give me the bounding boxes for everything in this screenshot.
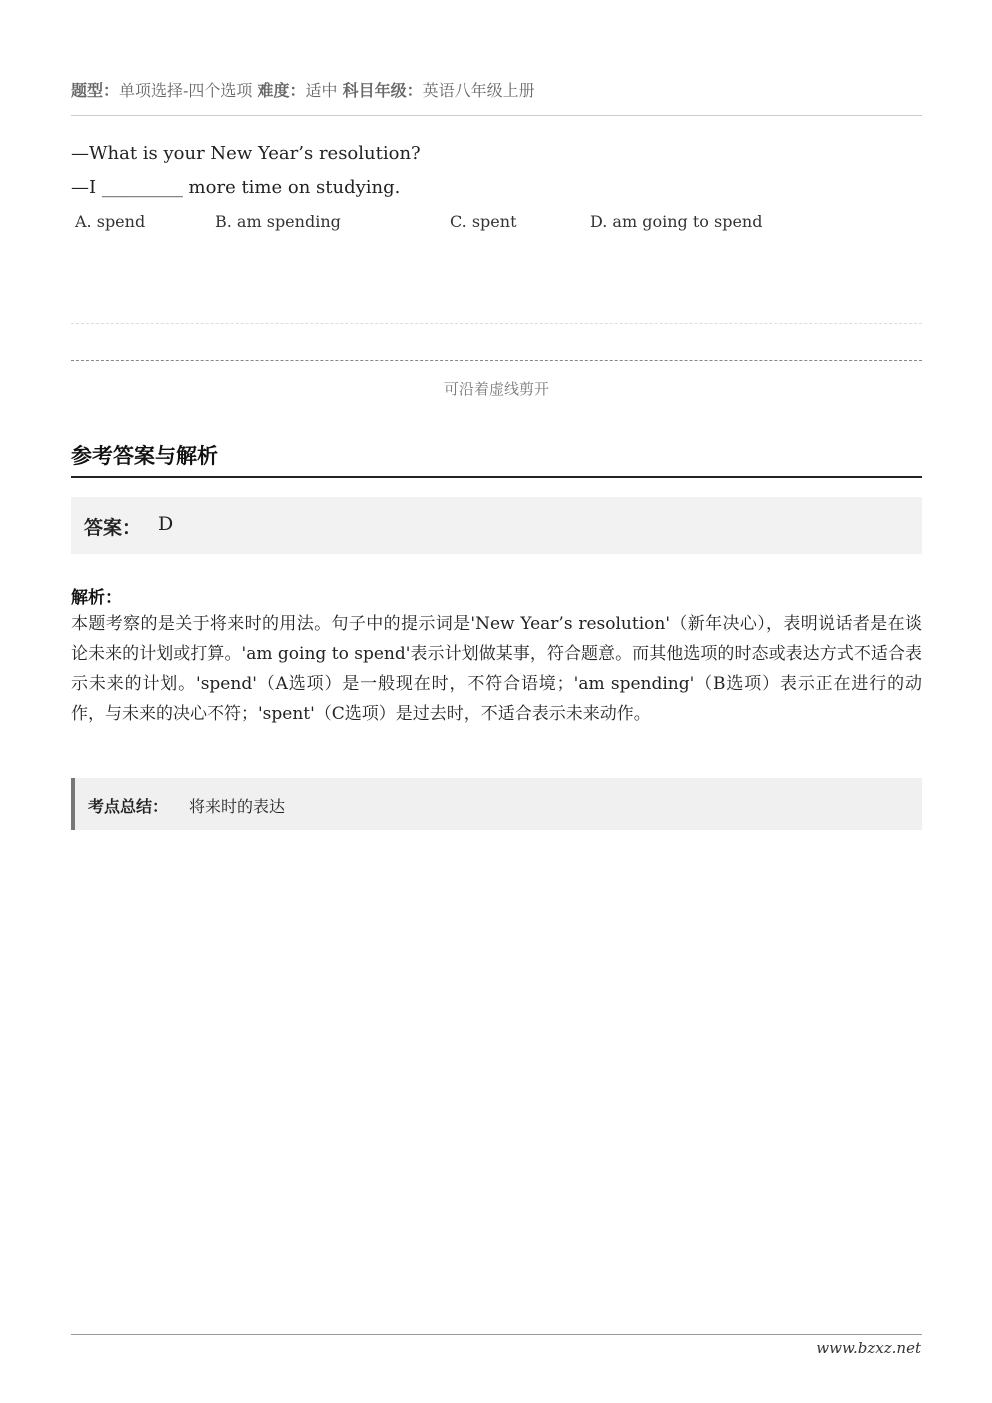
option-a: A. spend [75, 212, 146, 231]
analysis-text: 本题考察的是关于将来时的用法。句子中的提示词是'New Year’s resolution'（新年决心），表明说话者是在谈论未来的计划或打算。'am going to spend'表示计划做某事，符合题意。而其他选项的时态或表达方式不适合表示未来的计划。'spend'（A选项）是一般现在时，不符合语境；'am spending'（B选项）表示正在进行的动作，与未来的决心不符；'spent'（C选项）是过去时，不适合表示未来动作。 [71, 614, 922, 724]
question-meta [71, 78, 535, 101]
option-d: D. am going to spend [590, 212, 763, 231]
difficulty-value: 适中 [305, 81, 338, 100]
section-divider [71, 476, 922, 478]
dashed-divider-light [71, 323, 922, 324]
answer-box [71, 497, 922, 554]
type-label: 题型： [71, 81, 120, 100]
cut-hint: 可沿着虚线剪开 [443, 380, 549, 398]
analysis-label: 解析： [71, 588, 122, 608]
top-divider [71, 115, 922, 116]
cut-line [71, 360, 922, 361]
answer-value: D [158, 513, 174, 535]
option-c: C. spent [450, 212, 517, 231]
option-b: B. am spending [215, 212, 341, 231]
difficulty-label: 难度： [257, 81, 306, 100]
subject-value: 英语八年级上册 [422, 81, 535, 100]
question-line-2: —I _________ more time on studying. [71, 177, 401, 198]
summary-box [71, 778, 922, 830]
type-value: 单项选择-四个选项 [119, 81, 253, 100]
footer-divider [71, 1334, 922, 1335]
summary-label: 考点总结： [88, 797, 169, 816]
answer-label: 答案： [84, 517, 142, 539]
subject-label: 科目年级： [342, 81, 423, 100]
question-line-1: —What is your New Year’s resolution? [71, 143, 421, 164]
section-title: 参考答案与解析 [71, 443, 218, 468]
footer-website: www.bzxz.net [816, 1339, 921, 1357]
summary-value: 将来时的表达 [189, 797, 286, 816]
